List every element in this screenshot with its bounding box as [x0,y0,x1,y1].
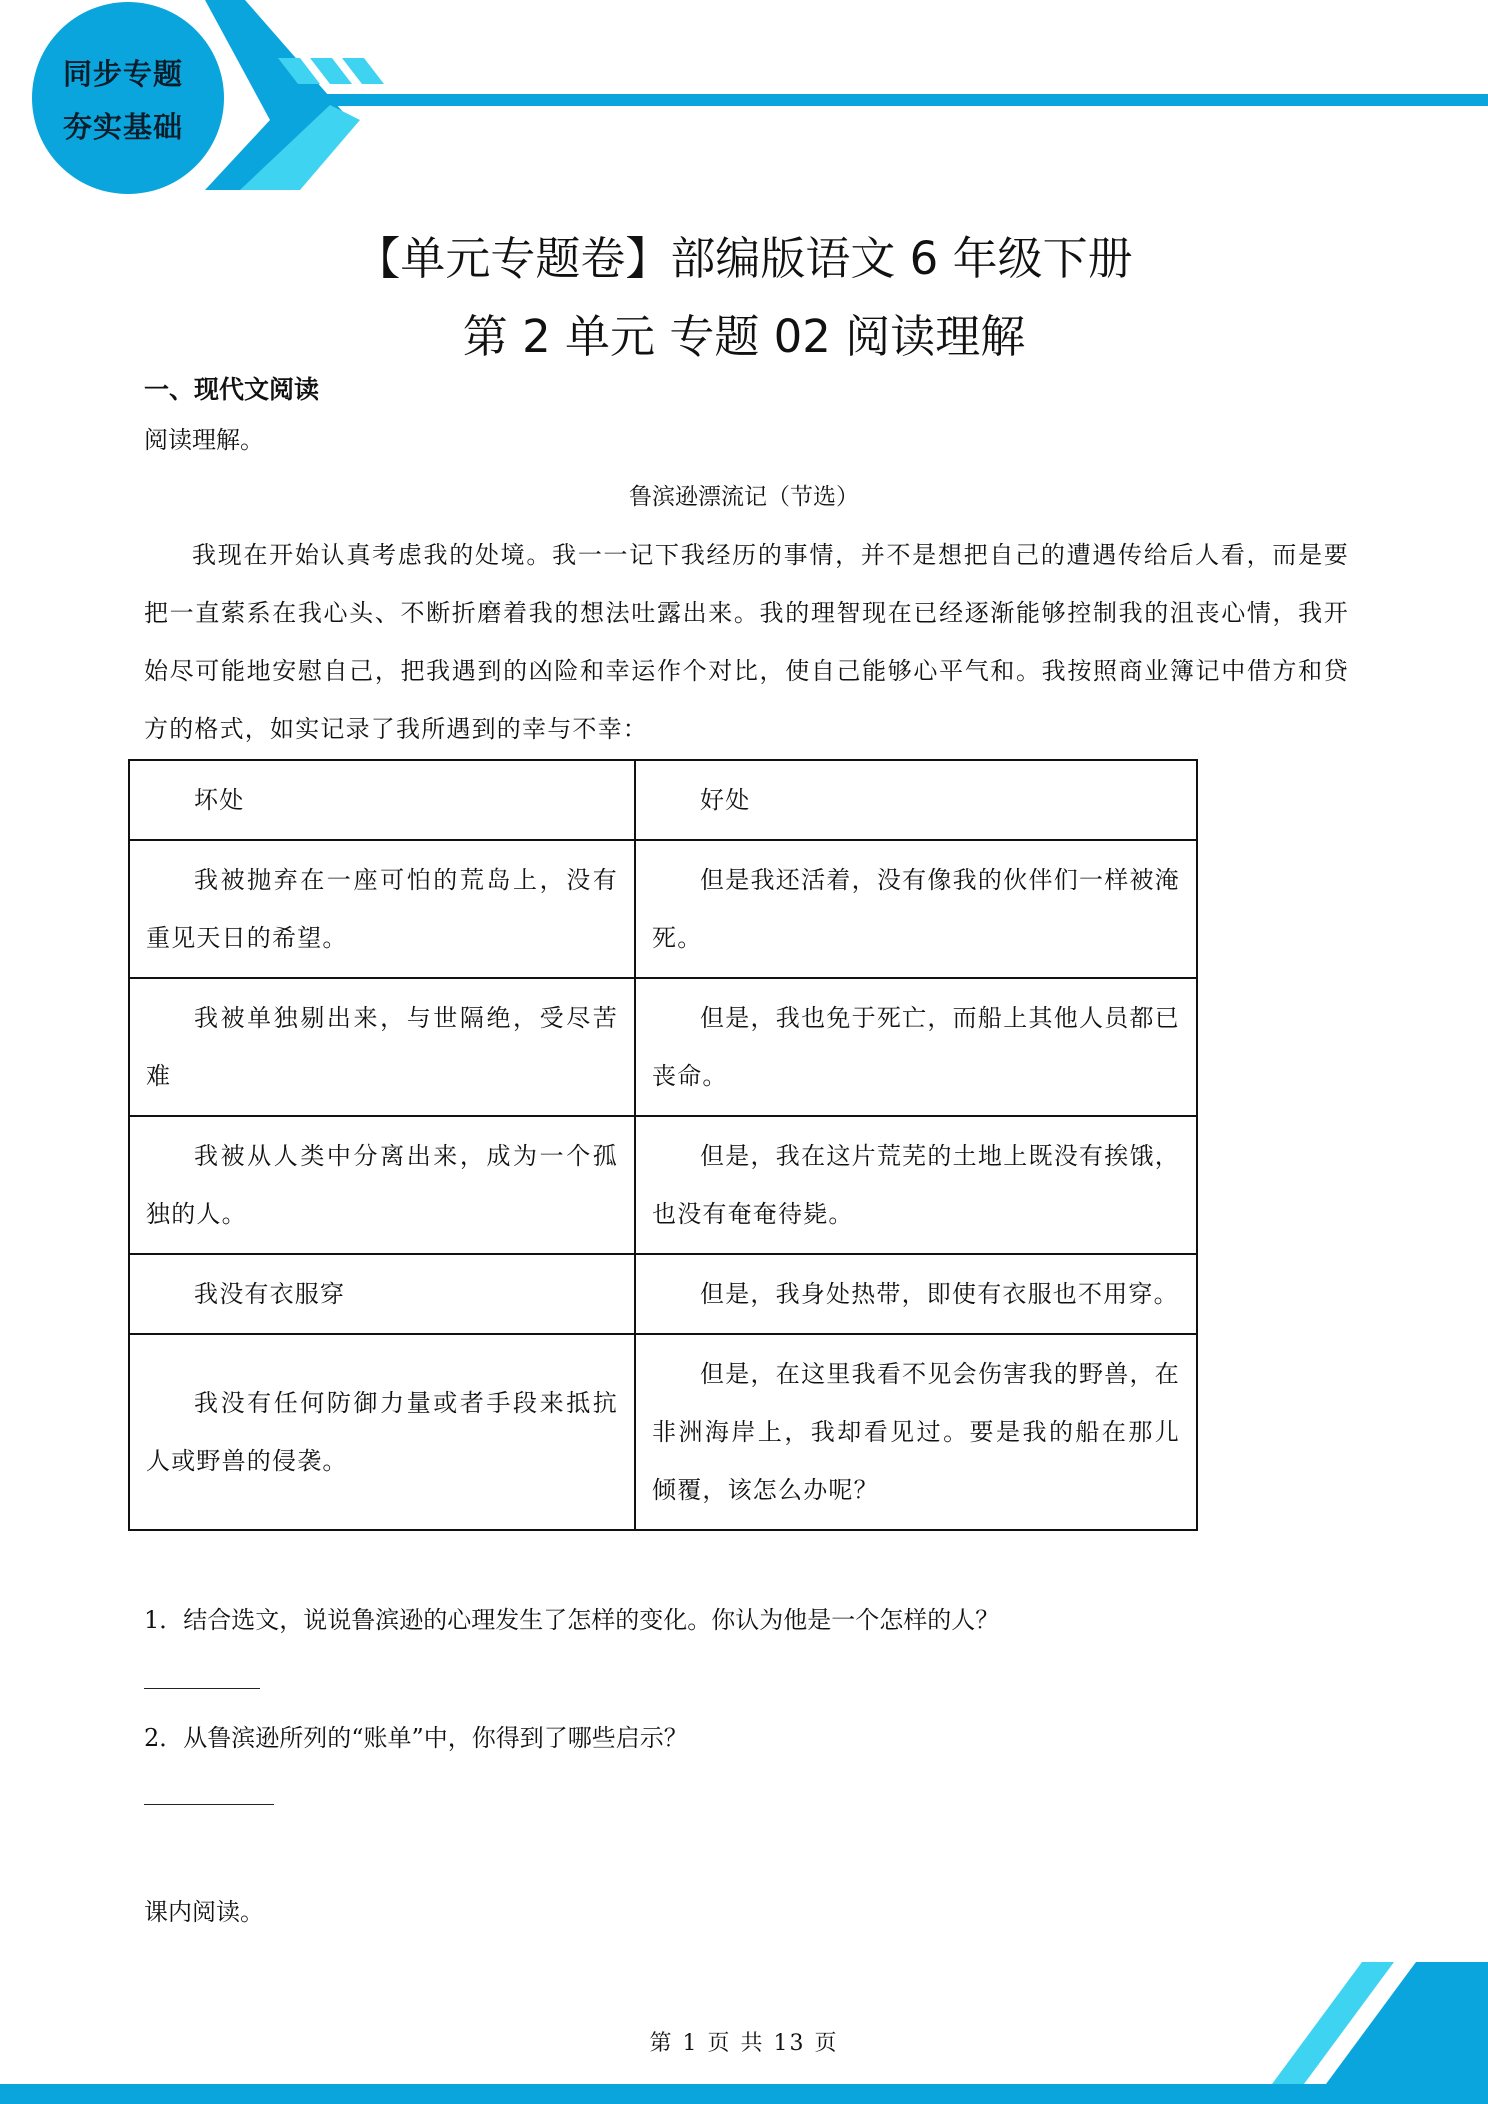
cell-bad: 我没有衣服穿 [129,1254,635,1334]
cell-good: 但是，我也免于死亡，而船上其他人员都已丧命。 [635,978,1197,1116]
section-heading: 一、现代文阅读 [144,375,320,404]
ledger-table [128,759,1198,1531]
table-row [129,1116,1197,1254]
page-number: 第 1 页 共 13 页 [649,2031,839,2056]
answer-blank-1[interactable] [144,1688,260,1689]
table-row [129,1334,1197,1530]
document-title-line-2: 第 2 单元 专题 02 阅读理解 [462,310,1026,363]
header-decoration [0,0,1488,200]
cell-good: 但是，我在这片荒芜的土地上既没有挨饿，也没有奄奄待毙。 [635,1116,1197,1254]
cell-bad: 我被单独剔出来，与世隔绝，受尽苦难 [129,978,635,1116]
table-header-row [129,760,1197,840]
header-band [270,94,1488,106]
badge-circle [32,2,224,194]
instruction-text: 阅读理解。 [144,426,264,454]
footer-band [0,2084,1488,2104]
cell-good: 但是，我身处热带，即使有衣服也不用穿。 [635,1254,1197,1334]
table-row [129,1254,1197,1334]
header-cell-good: 好处 [635,760,1197,840]
question-1: 1．结合选文，说说鲁滨逊的心理发生了怎样的变化。你认为他是一个怎样的人？ [144,1606,1000,1634]
article-title: 鲁滨逊漂流记（节选） [629,484,859,510]
badge-line-2: 夯实基础 [62,110,183,144]
badge-line-1: 同步专题 [62,57,183,91]
table-row [129,840,1197,978]
header-cell-bad: 坏处 [129,760,635,840]
cell-bad: 我没有任何防御力量或者手段来抵抗人或野兽的侵袭。 [129,1334,635,1530]
answer-blank-2[interactable] [144,1804,274,1805]
article-paragraph: 我现在开始认真考虑我的处境。我一一记下我经历的事情，并不是想把自己的遭遇传给后人看，而是要把一直萦系在我心头、不断折磨着我的想法吐露出来。我的理智现在已经逐渐能够控制我的沮丧心情，我开始尽可能地安慰自己，把我遇到的凶险和幸运作个对比，使自己能够心平气和。我按照商业簿记中借方和贷方的格式，如实记录了我所遇到的幸与不幸： [144,541,1349,743]
cell-bad: 我被从人类中分离出来，成为一个孤独的人。 [129,1116,635,1254]
footer-slant-shape [1326,1962,1488,2084]
document-title-line-1: 【单元专题卷】部编版语文 6 年级下册 [355,232,1133,285]
question-2: 2．从鲁滨逊所列的“账单”中，你得到了哪些启示？ [144,1724,688,1752]
cell-good: 但是我还活着，没有像我的伙伴们一样被淹死。 [635,840,1197,978]
cell-good: 但是，在这里我看不见会伤害我的野兽，在非洲海岸上，我却看见过。要是我的船在那儿倾覆，该怎么办呢？ [635,1334,1197,1530]
table-row [129,978,1197,1116]
footer-light-slant [1272,1962,1394,2084]
cell-bad: 我被抛弃在一座可怕的荒岛上，没有重见天日的希望。 [129,840,635,978]
instruction-text-2: 课内阅读。 [144,1898,264,1926]
